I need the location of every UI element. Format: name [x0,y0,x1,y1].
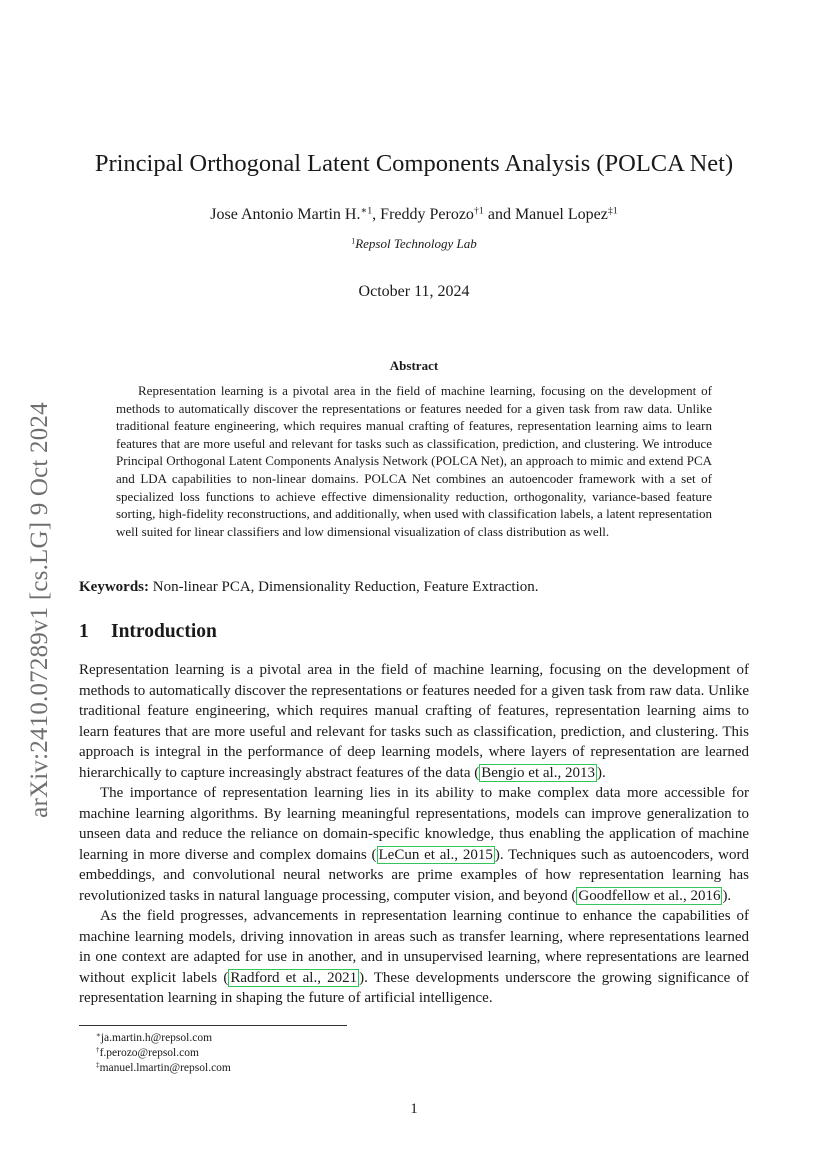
author-name: Jose Antonio Martin H. [210,206,361,223]
paragraph-text: Representation learning is a pivotal area in the field of machine learning, focusing on the development of methods to automatically discover the representations or features needed for a given task from raw data. Unlike traditional feature engineering, which requires manual crafting of features, representation learning aims to learn features that are more useful and relevant for tasks such as classification, prediction, and clustering. This approach is integral in the performance of deep learning models, where layers of representation are learned hierarchically to capture increasingly abstract features of the data ( [79,662,749,781]
keywords-label: Keywords: [79,579,149,595]
section-title: Introduction [111,621,217,642]
paper-title: Principal Orthogonal Latent Components Analysis (POLCA Net) [94,150,734,177]
author-name: Manuel Lopez [514,206,608,223]
arxiv-identifier[interactable]: arXiv:2410.07289v1 [cs.LG] 9 Oct 2024 [26,402,53,818]
author-separator: , [372,206,381,223]
arxiv-sidebar-stamp [12,360,68,860]
footnote-mark: † [96,1046,100,1055]
abstract-heading: Abstract [389,358,439,373]
footnote-email[interactable]: manuel.lmartin@repsol.com [99,1062,231,1074]
footnote [96,1061,231,1076]
author-marks[interactable]: ∗1 [360,205,373,217]
author-name: Freddy Perozo [380,206,474,223]
keywords [79,579,749,596]
abstract-text: Representation learning is a pivotal area in the field of machine learning, focusing on the development of methods to automatically discover the representations or features needed for a given task from raw data. Unlike traditional feature engineering, which requires manual crafting of features, representation learning aims to learn features that are more useful and relevant for tasks such as classification, prediction, and clustering. We introduce Principal Orthogonal Latent Components Analysis Network (POLCA Net), an approach to mimic and extend PCA and LDA capabilities to non-linear domains. POLCA Net combines an autoencoder framework with a set of specialized loss functions to achieve effective dimensionality reduction, orthogonality, variance-based feature sorting, high-fidelity reconstructions, and additionally, when used with classification labels, a latent representation well suited for linear classifiers and low dimensional visualization of class distribution as well. [116,383,712,539]
footnote [96,1031,231,1046]
paragraph-text: As the field progresses, advancements in representation learning continue to enhance the capabilities of machine learning models, driving innovation in areas such as transfer learning, where representations learned in one context are adapted for use in another, and in unsupervised learning, where representations are learned without explicit labels ( [79,908,749,986]
author-marks[interactable]: †1 [473,205,484,217]
citation-year: 2016 [690,887,721,904]
footnotes [96,1031,231,1076]
citation-link[interactable] [377,846,495,864]
introduction-body [79,660,749,1009]
footnote-divider [79,1025,347,1026]
paragraph [79,906,749,1009]
citation-link[interactable] [479,764,597,782]
citation-year: 2021 [327,969,358,986]
affiliation [0,236,828,252]
footnote-email[interactable]: ja.martin.h@repsol.com [100,1032,213,1044]
paragraph-text: ). These developments underscore the growing significance of representation learning in shaping the future of artificial intelligence. [79,969,749,1006]
citation-separator: , [557,764,565,781]
citation-year: 2015 [462,846,493,863]
affiliation-name: Repsol Technology Lab [355,236,477,251]
citation-author: Bengio et al. [481,764,558,781]
keywords-text: Non-linear PCA, Dimensionality Reduction, Feature Extraction. [152,579,539,595]
paragraph [79,660,749,783]
section-number: 1 [79,621,89,642]
citation-author: LeCun et al. [378,846,455,863]
paragraph-text: The importance of representation learning lies in its ability to make complex data more accessible for machine learning algorithms. By learning meaningful representations, models can improve generalization to unseen data and reduce the reliance on domain-specific knowledge, thus enabling the application of machine learning in more diverse and complex domains ( [79,785,749,863]
citation-link[interactable] [228,969,359,987]
paragraph [79,783,749,906]
section-heading [79,621,217,643]
paragraph-text: ). [722,887,732,904]
citation-separator: , [682,887,691,904]
citation-link[interactable] [576,887,722,905]
citation-author: Radford et al. [230,969,318,986]
author-list [0,206,828,224]
citation-separator: , [454,846,463,863]
footnote-email[interactable]: f.perozo@repsol.com [99,1047,199,1059]
paragraph-text: ). [596,764,606,781]
page-number: 1 [410,1101,418,1117]
citation-year: 2013 [564,764,595,781]
footnote-mark: ∗ [96,1031,101,1040]
affiliation-mark: 1 [351,236,356,246]
author-separator: and [483,206,515,223]
footnote [96,1046,231,1061]
footnote-mark: ‡ [96,1061,100,1070]
author-marks[interactable]: ‡1 [607,205,618,217]
publication-date: October 11, 2024 [358,283,470,300]
citation-author: Goodfellow et al. [578,887,683,904]
citation-separator: , [317,969,328,986]
paragraph-text: ). Techniques such as autoencoders, word embeddings, and convolutional neural networks are prime examples of how representation learning has revolutionized tasks in natural language processing, computer vision, and beyond ( [79,846,749,904]
